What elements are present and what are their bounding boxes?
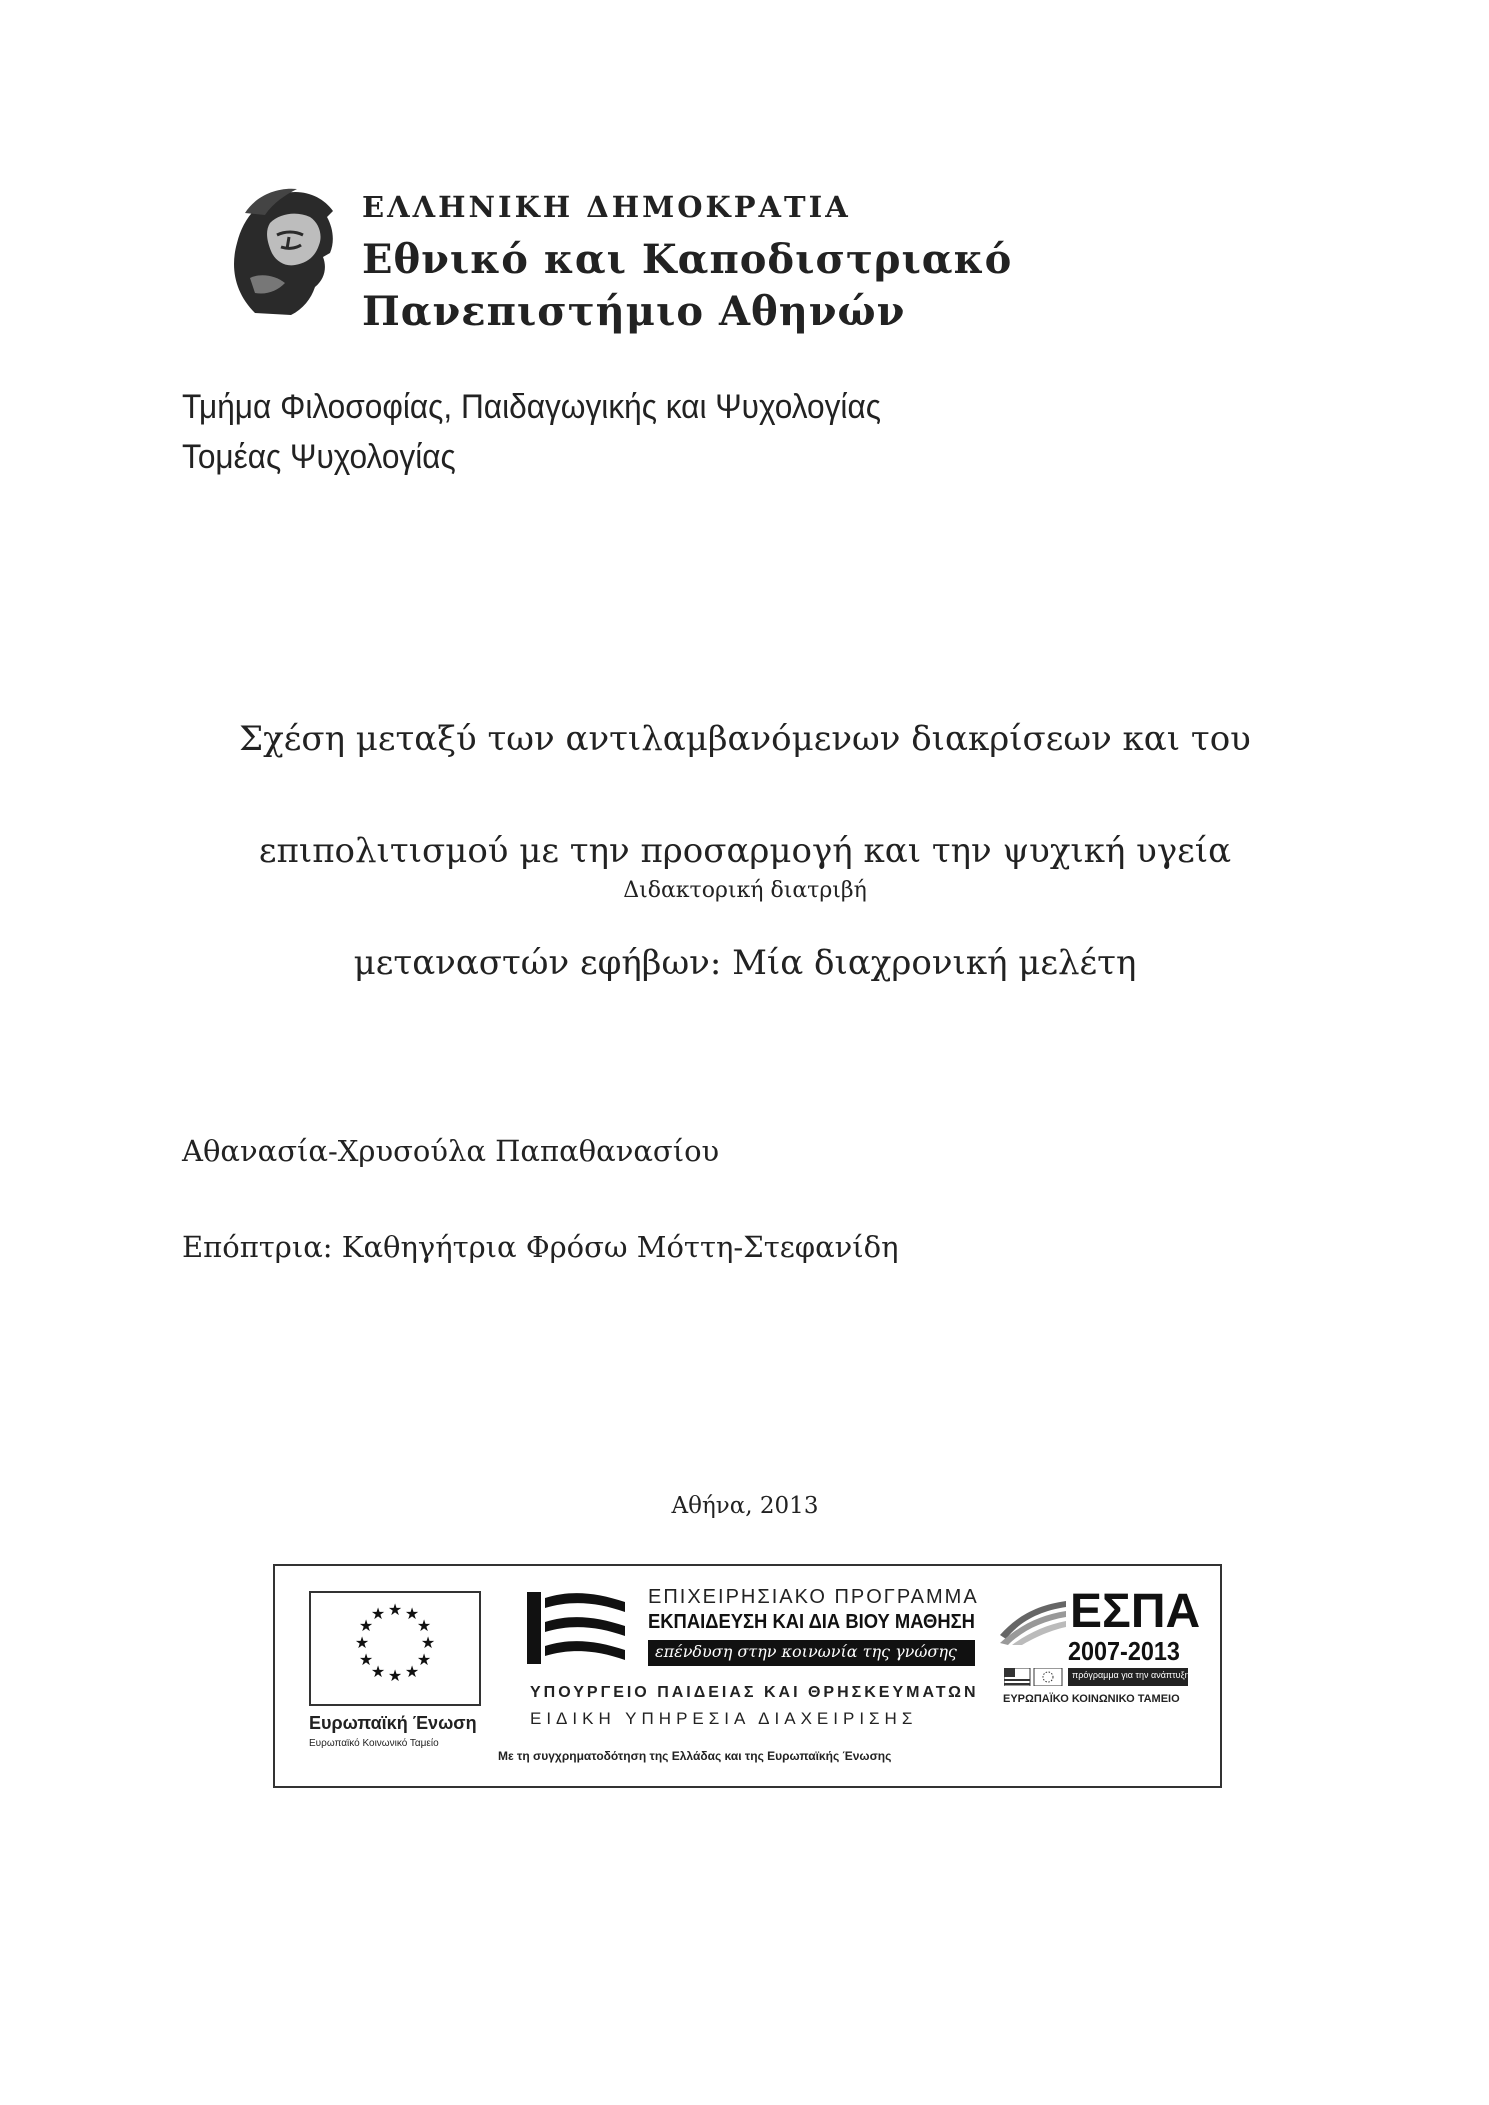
department-name: Τμήμα Φιλοσοφίας, Παιδαγωγικής και Ψυχολογίας: [182, 388, 881, 426]
thesis-title-line3: μεταναστών εφήβων: Μία διαχρονική μελέτη: [353, 943, 1137, 983]
department-block: [182, 382, 881, 482]
author-name: Αθανασία-Χρυσούλα Παπαθανασίου: [182, 1134, 720, 1168]
supervisor-line: Επόπτρια: Καθηγήτρια Φρόσω Μόττη-Στεφανίδη: [182, 1230, 899, 1264]
op-programme-line1: ΕΠΙΧΕΙΡΗΣΙΑΚΟ ΠΡΟΓΡΑΜΜΑ: [648, 1586, 979, 1608]
svg-text:★: ★: [370, 1604, 386, 1623]
svg-text:★: ★: [404, 1662, 420, 1681]
section-name: Τομέας Ψυχολογίας: [182, 438, 456, 476]
espa-title: ΕΣΠΑ: [1070, 1585, 1201, 1638]
espa-swoosh-icon: [998, 1595, 1068, 1645]
eu-sub-label: Ευρωπαϊκό Κοινωνικό Ταμείο: [309, 1738, 439, 1749]
espa-years: 2007-2013: [1068, 1636, 1180, 1666]
svg-text:★: ★: [370, 1662, 386, 1681]
greek-eu-flags-icon: [1004, 1668, 1064, 1686]
managing-service: ΕΙΔΙΚΗ ΥΠΗΡΕΣΙΑ ΔΙΑΧΕΙΡΙΣΗΣ: [530, 1709, 918, 1728]
eu-flag-icon: [309, 1591, 481, 1706]
svg-text:★: ★: [420, 1633, 436, 1652]
op-slogan: επένδυση στην κοινωνία της γνώσης: [655, 1642, 957, 1661]
espa-fund-label: ΕΥΡΩΠΑΪΚΟ ΚΟΙΝΩΝΙΚΟ ΤΑΜΕΙΟ: [1003, 1693, 1180, 1705]
espa-tagline: πρόγραμμα για την ανάπτυξη: [1072, 1670, 1190, 1680]
svg-text:★: ★: [387, 1600, 403, 1619]
svg-text:★: ★: [358, 1650, 374, 1669]
svg-text:★: ★: [358, 1616, 374, 1635]
university-name-line1: Εθνικό και Καποδιστριακό: [362, 236, 1013, 283]
cofunding-statement: Με τη συγχρηματοδότηση της Ελλάδας και της Ευρωπαϊκής Ένωσης: [498, 1749, 892, 1763]
svg-text:★: ★: [404, 1604, 420, 1623]
athena-emblem-icon: [215, 183, 345, 323]
thesis-title-line2: επιπολιτισμού με την προσαρμογή και την ψυχική υγεία: [258, 831, 1232, 871]
svg-text:★: ★: [416, 1650, 432, 1669]
thesis-title-line1: Σχέση μεταξύ των αντιλαμβανόμενων διακρίσεων και του: [239, 719, 1251, 759]
svg-text:★: ★: [354, 1633, 370, 1652]
svg-text:★: ★: [416, 1616, 432, 1635]
university-name-line2: Πανεπιστήμιο Αθηνών: [362, 288, 906, 335]
place-date: Αθήνα, 2013: [671, 1493, 819, 1519]
university-name: [362, 234, 1012, 338]
ministry-name: ΥΠΟΥΡΓΕΙΟ ΠΑΙΔΕΙΑΣ ΚΑΙ ΘΡΗΣΚΕΥΜΑΤΩΝ: [530, 1684, 979, 1701]
thesis-type: Διδακτορική διατριβή: [623, 878, 867, 903]
operational-programme-logo-icon: [525, 1588, 630, 1668]
thesis-title: [150, 655, 1340, 1047]
eu-label: Ευρωπαϊκή Ένωση: [309, 1713, 477, 1733]
op-programme-line2: ΕΚΠΑΙΔΕΥΣΗ ΚΑΙ ΔΙΑ ΒΙΟΥ ΜΑΘΗΣΗ: [648, 1611, 975, 1633]
republic-heading: ΕΛΛΗΝΙΚΗ ΔΗΜΟΚΡΑΤΙΑ: [362, 190, 851, 224]
svg-text:★: ★: [387, 1666, 403, 1685]
